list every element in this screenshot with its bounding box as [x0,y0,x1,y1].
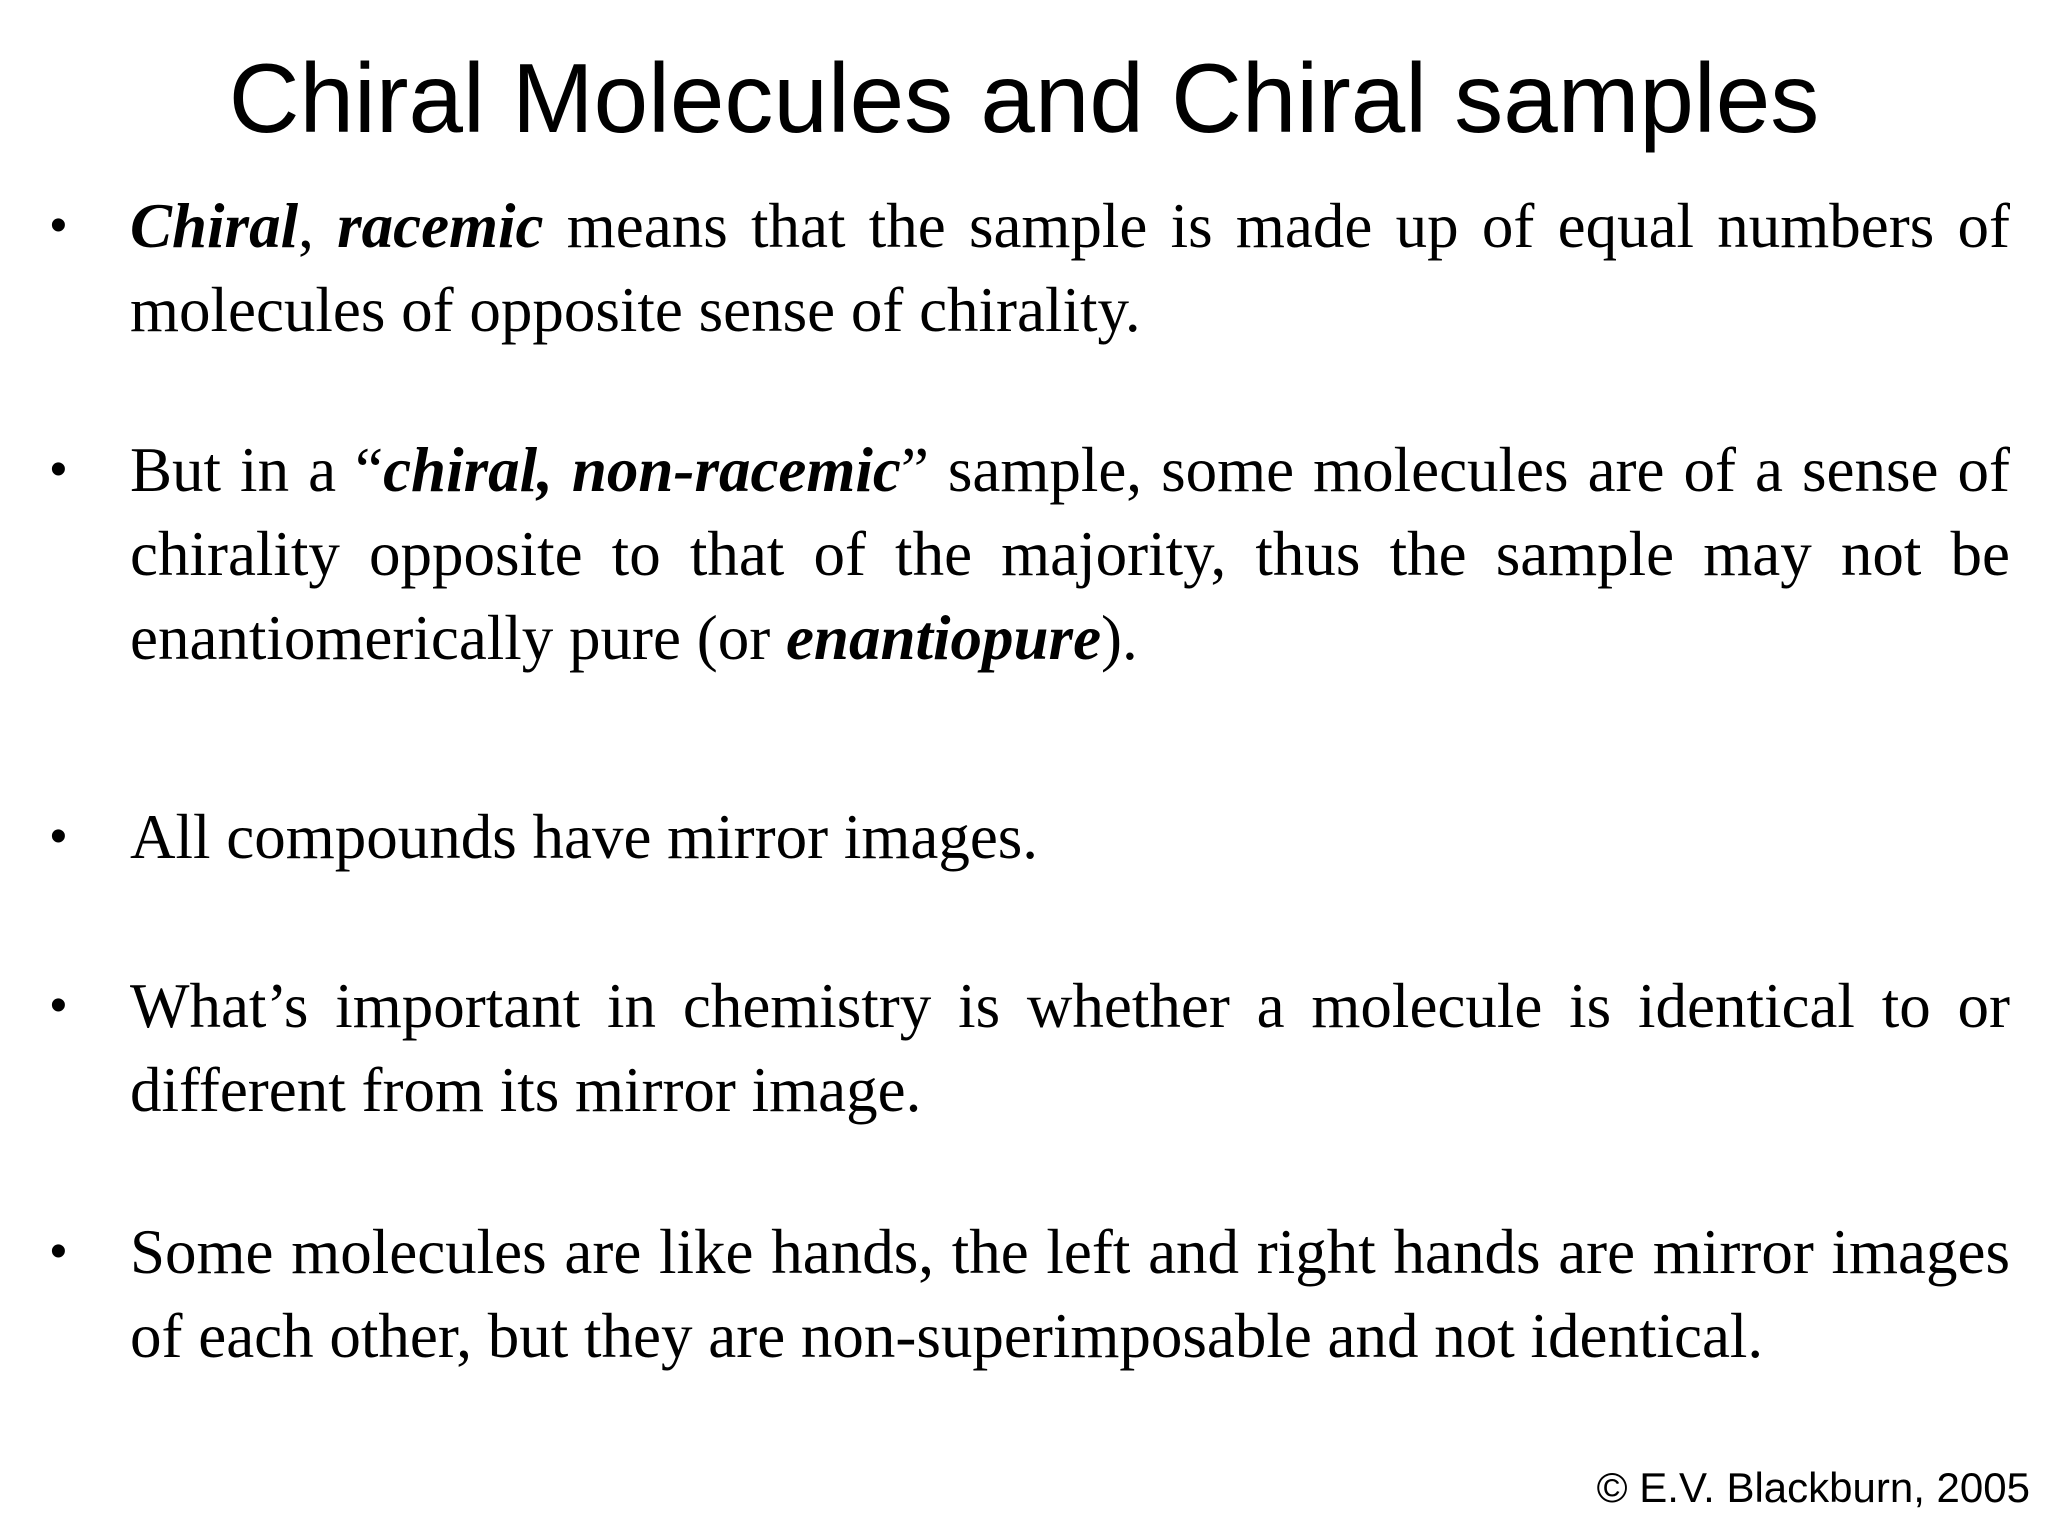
copyright-notice: © E.V. Blackburn, 2005 [1596,1464,2030,1511]
bullet-marker: • [50,199,67,252]
bullet-racemic [50,184,2010,352]
term-chiral: Chiral [130,191,299,261]
bullet-identical [50,964,2010,1132]
bullet-marker: • [50,1225,67,1278]
bullet-text: Some molecules are like hands, the left and right hands are mirror images of each other, but they are non-superimposable and not identical. [130,1217,2010,1371]
bullet-non-racemic [50,428,2011,680]
term-enantiopure: enantiopure [785,603,1102,673]
term-racemic: racemic [337,191,544,261]
bullet-hands [50,1210,2010,1378]
bullet-marker: • [50,979,67,1032]
bullet-mirror-images [50,795,2010,879]
term-chiral-non-racemic: chiral, non-racemic [383,435,901,505]
bullet-text: All compounds have mirror images. [130,802,1039,872]
bullet-text: What’s important in chemistry is whether a molecule is identical to or different from its mirror image. [130,971,2010,1125]
slide-title: Chiral Molecules and Chiral samples [228,43,1820,153]
bullet-marker: • [50,443,67,496]
bullet-marker: • [50,810,67,863]
bullet-text: But in a “chiral, non-racemic” sample, some molecules are of a sense of chirality opposite to that of the majority, thus the sample may not be enantiomerically pure (or enantiopure). [130,435,2011,673]
bullet-text: Chiral, racemic means that the sample is made up of equal numbers of molecules of opposite sense of chirality. [130,191,2010,345]
